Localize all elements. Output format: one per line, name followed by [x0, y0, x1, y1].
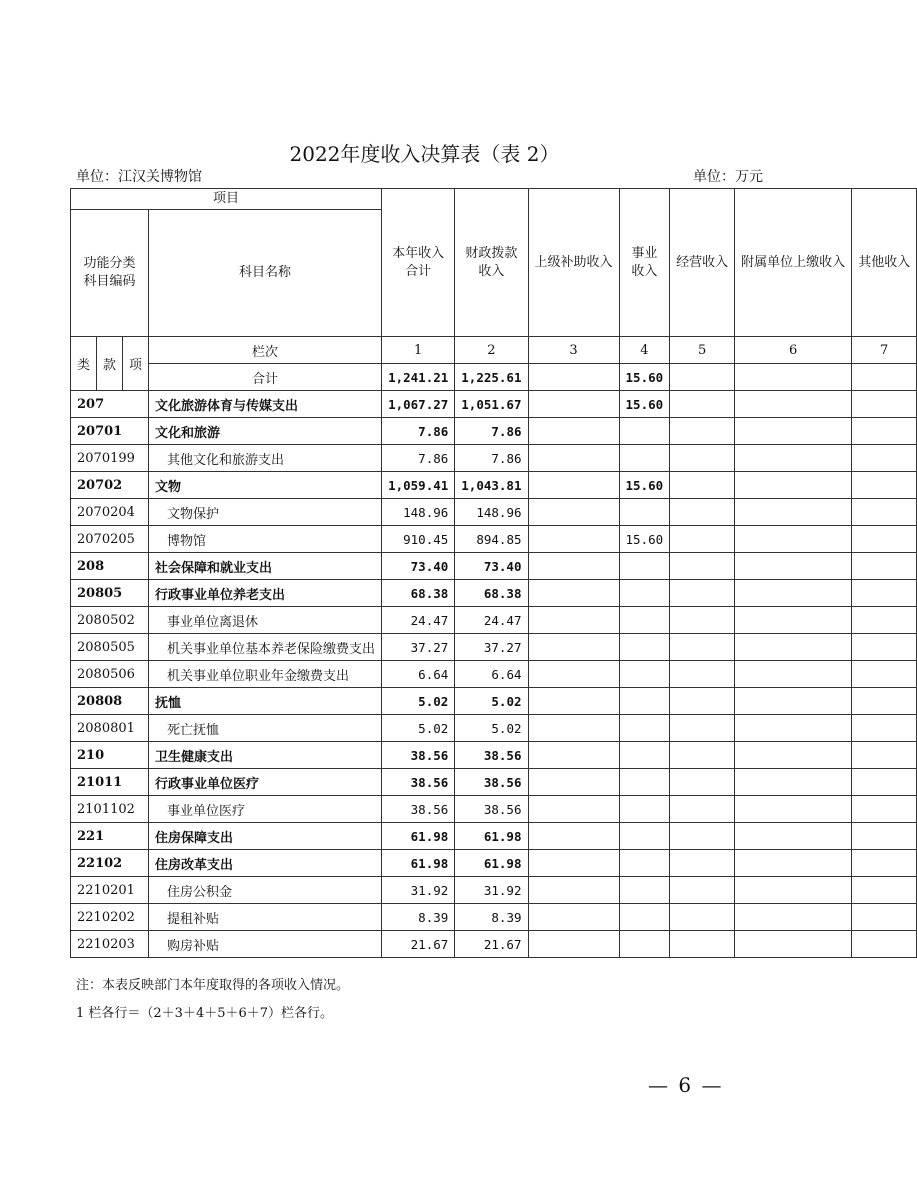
row-total-income: 6.64 [382, 661, 455, 688]
row-affiliated-income [735, 418, 852, 445]
row-upper-subsidy [528, 472, 619, 499]
row-code: 2080502 [71, 607, 149, 634]
row-fiscal-income: 68.38 [455, 580, 528, 607]
row-affiliated-income [735, 553, 852, 580]
row-affiliated-income [735, 688, 852, 715]
row-code: 207 [71, 391, 149, 418]
row-operating-income [670, 877, 735, 904]
row-operating-income [670, 850, 735, 877]
unit-organization: 单位：江汉关博物馆 [76, 169, 202, 185]
row-upper-subsidy [528, 661, 619, 688]
row-business-income [619, 796, 670, 823]
row-total-income: 5.02 [382, 688, 455, 715]
row-upper-subsidy [528, 526, 619, 553]
row-name: 卫生健康支出 [149, 742, 382, 769]
row-other-income [852, 904, 917, 931]
row-other-income [852, 607, 917, 634]
row-affiliated-income [735, 796, 852, 823]
row-upper-subsidy [528, 877, 619, 904]
row-upper-subsidy [528, 769, 619, 796]
header-kuan: 款 [97, 337, 123, 391]
row-code: 22102 [71, 850, 149, 877]
row-code: 20805 [71, 580, 149, 607]
row-total-income: 7.86 [382, 445, 455, 472]
note-line-1: 注：本表反映部门本年度取得的各项收入情况。 [76, 978, 350, 993]
row-affiliated-income [735, 445, 852, 472]
row-other-income [852, 769, 917, 796]
table-row [71, 418, 917, 445]
row-fiscal-income: 38.56 [455, 769, 528, 796]
unit-currency: 单位：万元 [693, 169, 763, 185]
row-operating-income [670, 607, 735, 634]
header-business-income: 事业 收入 [619, 189, 670, 337]
total-c1: 1,241.21 [382, 364, 455, 391]
row-code: 2101102 [71, 796, 149, 823]
row-name: 购房补贴 [149, 931, 382, 958]
row-fiscal-income: 24.47 [455, 607, 528, 634]
row-name: 其他文化和旅游支出 [149, 445, 382, 472]
table-row [71, 796, 917, 823]
row-other-income [852, 877, 917, 904]
row-fiscal-income: 38.56 [455, 742, 528, 769]
row-other-income [852, 742, 917, 769]
row-code: 2080801 [71, 715, 149, 742]
row-business-income [619, 688, 670, 715]
header-operating-income: 经营收入 [670, 189, 735, 337]
row-total-income: 31.92 [382, 877, 455, 904]
row-name: 文化和旅游 [149, 418, 382, 445]
row-code: 208 [71, 553, 149, 580]
row-business-income [619, 418, 670, 445]
row-fiscal-income: 894.85 [455, 526, 528, 553]
row-fiscal-income: 7.86 [455, 418, 528, 445]
row-total-income: 61.98 [382, 850, 455, 877]
row-upper-subsidy [528, 742, 619, 769]
row-business-income [619, 580, 670, 607]
col-num-5: 5 [670, 337, 735, 364]
table-row [71, 634, 917, 661]
col-num-6: 6 [735, 337, 852, 364]
row-business-income [619, 823, 670, 850]
table-row [71, 607, 917, 634]
header-subject-name: 科目名称 [149, 210, 382, 337]
row-code: 2210202 [71, 904, 149, 931]
row-upper-subsidy [528, 445, 619, 472]
total-c2: 1,225.61 [455, 364, 528, 391]
row-other-income [852, 823, 917, 850]
row-code: 2070205 [71, 526, 149, 553]
row-fiscal-income: 5.02 [455, 715, 528, 742]
row-affiliated-income [735, 742, 852, 769]
row-affiliated-income [735, 877, 852, 904]
row-fiscal-income: 37.27 [455, 634, 528, 661]
row-other-income [852, 580, 917, 607]
row-total-income: 61.98 [382, 823, 455, 850]
row-business-income [619, 607, 670, 634]
row-business-income [619, 715, 670, 742]
row-fiscal-income: 148.96 [455, 499, 528, 526]
row-fiscal-income: 7.86 [455, 445, 528, 472]
table-row [71, 553, 917, 580]
row-other-income [852, 931, 917, 958]
table-row [71, 661, 917, 688]
row-fiscal-income: 61.98 [455, 850, 528, 877]
row-other-income [852, 715, 917, 742]
row-total-income: 38.56 [382, 769, 455, 796]
row-affiliated-income [735, 823, 852, 850]
table-row [71, 445, 917, 472]
row-total-income: 21.67 [382, 931, 455, 958]
row-upper-subsidy [528, 850, 619, 877]
row-fiscal-income: 1,051.67 [455, 391, 528, 418]
row-other-income [852, 391, 917, 418]
row-name: 行政事业单位医疗 [149, 769, 382, 796]
row-code: 20808 [71, 688, 149, 715]
table-row [71, 742, 917, 769]
col-num-1: 1 [382, 337, 455, 364]
row-code: 2080505 [71, 634, 149, 661]
header-lei: 类 [71, 337, 97, 391]
row-operating-income [670, 472, 735, 499]
total-label: 合计 [149, 364, 382, 391]
row-total-income: 1,067.27 [382, 391, 455, 418]
row-name: 事业单位医疗 [149, 796, 382, 823]
row-total-income: 38.56 [382, 796, 455, 823]
header-func-code: 功能分类 科目编码 [71, 210, 149, 337]
total-c6 [735, 364, 852, 391]
row-business-income [619, 661, 670, 688]
row-name: 文化旅游体育与传媒支出 [149, 391, 382, 418]
page-number: — 6 — [648, 1073, 724, 1097]
row-fiscal-income: 38.56 [455, 796, 528, 823]
row-fiscal-income: 1,043.81 [455, 472, 528, 499]
row-affiliated-income [735, 634, 852, 661]
row-name: 机关事业单位基本养老保险缴费支出 [149, 634, 382, 661]
row-name: 住房保障支出 [149, 823, 382, 850]
row-total-income: 910.45 [382, 526, 455, 553]
row-affiliated-income [735, 391, 852, 418]
row-affiliated-income [735, 580, 852, 607]
row-affiliated-income [735, 607, 852, 634]
row-affiliated-income [735, 769, 852, 796]
table-row [71, 931, 917, 958]
header-lanci: 栏次 [149, 337, 382, 364]
row-name: 文物保护 [149, 499, 382, 526]
row-other-income [852, 661, 917, 688]
note-line-2: 1 栏各行＝（2＋3＋4＋5＋6＋7）栏各行。 [76, 1006, 334, 1021]
row-name: 死亡抚恤 [149, 715, 382, 742]
row-business-income [619, 634, 670, 661]
row-upper-subsidy [528, 688, 619, 715]
row-affiliated-income [735, 472, 852, 499]
row-business-income [619, 931, 670, 958]
row-business-income [619, 445, 670, 472]
row-operating-income [670, 553, 735, 580]
row-name: 博物馆 [149, 526, 382, 553]
row-fiscal-income: 5.02 [455, 688, 528, 715]
header-total-income: 本年收入 合计 [382, 189, 455, 337]
col-num-7: 7 [852, 337, 917, 364]
row-name: 抚恤 [149, 688, 382, 715]
row-operating-income [670, 823, 735, 850]
row-other-income [852, 472, 917, 499]
row-business-income [619, 850, 670, 877]
row-upper-subsidy [528, 931, 619, 958]
row-operating-income [670, 661, 735, 688]
row-name: 事业单位离退休 [149, 607, 382, 634]
row-other-income [852, 499, 917, 526]
row-name: 社会保障和就业支出 [149, 553, 382, 580]
header-other-income: 其他收入 [852, 189, 917, 337]
table-row [71, 877, 917, 904]
row-name: 提租补贴 [149, 904, 382, 931]
row-other-income [852, 445, 917, 472]
row-operating-income [670, 742, 735, 769]
row-upper-subsidy [528, 391, 619, 418]
header-xiang: 项 [123, 337, 149, 391]
row-code: 221 [71, 823, 149, 850]
table-row [71, 850, 917, 877]
table-row [71, 904, 917, 931]
row-business-income [619, 553, 670, 580]
row-code: 2080506 [71, 661, 149, 688]
row-code: 210 [71, 742, 149, 769]
row-total-income: 37.27 [382, 634, 455, 661]
row-operating-income [670, 391, 735, 418]
row-upper-subsidy [528, 715, 619, 742]
row-upper-subsidy [528, 634, 619, 661]
row-operating-income [670, 931, 735, 958]
row-fiscal-income: 21.67 [455, 931, 528, 958]
row-operating-income [670, 634, 735, 661]
total-c3 [528, 364, 619, 391]
row-other-income [852, 850, 917, 877]
table-row [71, 499, 917, 526]
row-total-income: 1,059.41 [382, 472, 455, 499]
row-operating-income [670, 904, 735, 931]
row-code: 21011 [71, 769, 149, 796]
row-operating-income [670, 796, 735, 823]
row-name: 文物 [149, 472, 382, 499]
header-upper-subsidy: 上级补助收入 [528, 189, 619, 337]
row-affiliated-income [735, 850, 852, 877]
row-total-income: 5.02 [382, 715, 455, 742]
row-code: 2210203 [71, 931, 149, 958]
row-business-income [619, 742, 670, 769]
table-row [71, 715, 917, 742]
table-row [71, 580, 917, 607]
row-upper-subsidy [528, 607, 619, 634]
row-name: 行政事业单位养老支出 [149, 580, 382, 607]
row-operating-income [670, 715, 735, 742]
row-upper-subsidy [528, 904, 619, 931]
row-business-income: 15.60 [619, 472, 670, 499]
row-code: 2210201 [71, 877, 149, 904]
row-business-income [619, 499, 670, 526]
table-row [71, 688, 917, 715]
col-num-4: 4 [619, 337, 670, 364]
row-total-income: 73.40 [382, 553, 455, 580]
row-upper-subsidy [528, 580, 619, 607]
total-c5 [670, 364, 735, 391]
income-table [70, 188, 917, 958]
row-total-income: 8.39 [382, 904, 455, 931]
row-code: 20702 [71, 472, 149, 499]
table-row [71, 526, 917, 553]
row-upper-subsidy [528, 499, 619, 526]
row-operating-income [670, 580, 735, 607]
row-fiscal-income: 31.92 [455, 877, 528, 904]
table-row [71, 472, 917, 499]
row-operating-income [670, 499, 735, 526]
row-business-income [619, 877, 670, 904]
header-affiliated-income: 附属单位上缴收入 [735, 189, 852, 337]
row-operating-income [670, 526, 735, 553]
header-project: 项目 [71, 189, 382, 210]
row-operating-income [670, 445, 735, 472]
row-upper-subsidy [528, 418, 619, 445]
row-total-income: 38.56 [382, 742, 455, 769]
row-other-income [852, 634, 917, 661]
row-affiliated-income [735, 661, 852, 688]
row-other-income [852, 688, 917, 715]
row-code: 2070204 [71, 499, 149, 526]
row-affiliated-income [735, 499, 852, 526]
row-total-income: 24.47 [382, 607, 455, 634]
row-operating-income [670, 769, 735, 796]
row-code: 2070199 [71, 445, 149, 472]
row-total-income: 68.38 [382, 580, 455, 607]
row-business-income [619, 904, 670, 931]
row-affiliated-income [735, 931, 852, 958]
row-affiliated-income [735, 715, 852, 742]
row-fiscal-income: 6.64 [455, 661, 528, 688]
row-upper-subsidy [528, 823, 619, 850]
row-fiscal-income: 73.40 [455, 553, 528, 580]
row-operating-income [670, 418, 735, 445]
row-business-income [619, 769, 670, 796]
table-row [71, 391, 917, 418]
table-title: 2022年度收入决算表（表 2） [289, 142, 560, 166]
row-affiliated-income [735, 904, 852, 931]
row-fiscal-income: 61.98 [455, 823, 528, 850]
row-other-income [852, 418, 917, 445]
row-fiscal-income: 8.39 [455, 904, 528, 931]
row-upper-subsidy [528, 553, 619, 580]
col-num-2: 2 [455, 337, 528, 364]
row-affiliated-income [735, 526, 852, 553]
row-name: 机关事业单位职业年金缴费支出 [149, 661, 382, 688]
row-business-income: 15.60 [619, 391, 670, 418]
row-upper-subsidy [528, 796, 619, 823]
row-name: 住房改革支出 [149, 850, 382, 877]
row-name: 住房公积金 [149, 877, 382, 904]
header-fiscal-income: 财政拨款 收入 [455, 189, 528, 337]
col-num-3: 3 [528, 337, 619, 364]
row-total-income: 7.86 [382, 418, 455, 445]
total-c4: 15.60 [619, 364, 670, 391]
row-code: 20701 [71, 418, 149, 445]
row-business-income: 15.60 [619, 526, 670, 553]
table-row [71, 769, 917, 796]
row-operating-income [670, 688, 735, 715]
row-other-income [852, 553, 917, 580]
row-other-income [852, 526, 917, 553]
row-total-income: 148.96 [382, 499, 455, 526]
row-other-income [852, 796, 917, 823]
total-c7 [852, 364, 917, 391]
table-row [71, 823, 917, 850]
